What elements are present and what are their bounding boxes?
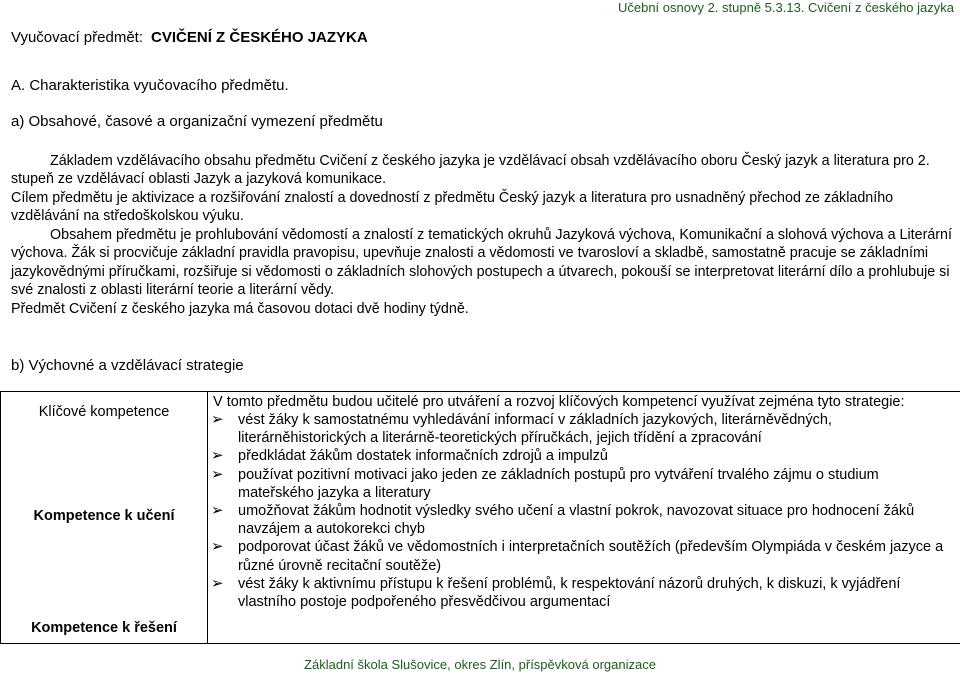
paragraph-2: Cílem předmětu je aktivizace a rozšiřování znalostí a dovedností z předmětu Český jazyk a literatura pro usnadněný přechod ze základního vzdělávání na středoškolskou výuku. (11, 190, 894, 225)
subject-line (11, 29, 368, 46)
strategies-column (208, 392, 960, 644)
competence-learning: Kompetence k učení (33, 508, 175, 524)
subject-name: CVIČENÍ Z ČESKÉHO JAZYKA (151, 29, 368, 46)
list-item: ➢ používat pozitivní motivaci jako jeden ze základních postupů pro vytváření trvalého zájmu o studium mateřského jazyka a literatury (211, 465, 879, 501)
arrow-bullet-icon: ➢ (211, 447, 224, 465)
paragraph-1: Základem vzdělávacího obsahu předmětu Cvičení z českého jazyka je vzdělávací obsah vzdělávacího oboru Český jazyk a literatura pro 2. stupeň ze vzdělávací oblasti Jazyk a jazyková komunikace. (11, 153, 930, 188)
arrow-bullet-icon: ➢ (211, 411, 224, 428)
list-item: ➢ umožňovat žákům hodnotit výsledky svého učení a vlastní pokrok, navozovat situace pro hodnocení žáků navzájem a autokorekci chyb (211, 502, 915, 538)
competences-column (1, 392, 208, 644)
page-footer: Základní škola Slušovice, okres Zlín, příspěvková organizace (304, 657, 656, 672)
key-competences-header: Klíčové kompetence (38, 404, 170, 420)
list-item: ➢ předkládat žákům dostatek informačních zdrojů a impulzů (211, 447, 608, 465)
section-b-heading: b) Výchovné a vzdělávací strategie (11, 357, 244, 374)
list-item: ➢ vést žáky k samostatnému vyhledávání informací v základních jazykových, literárněvědných, literárněhistorických a literárně-teoretických příručkách, jejich třídění a zpracování (211, 411, 832, 447)
arrow-bullet-icon: ➢ (211, 574, 224, 592)
competence-problem-solving: Kompetence k řešení (31, 620, 177, 636)
section-a-subheading: a) Obsahové, časové a organizační vymezení předmětu (11, 113, 383, 130)
section-a-heading: A. Charakteristika vyučovacího předmětu. (11, 77, 289, 94)
strategies-list (213, 411, 954, 611)
paragraph-3: Obsahem předmětu je prohlubování vědomostí a znalostí z tematických okruhů Jazyková výchova, Komunikační a slohová výchova a Literární výchova. Žák si procvičuje základní pravidla pravopisu, upevňuje znalosti a vědomosti ve tvarosloví a skladbě, samostatně pracuje se základními jazykovědnými příručkami, rozšiřuje si vědomosti o základních slohových postupech a útvarech, pokouší se interpretovat literární dílo a prohlubuje si své znalosti z oblasti literární teorie a literární vědy. (11, 227, 952, 299)
arrow-bullet-icon: ➢ (211, 502, 224, 520)
list-item: ➢ podporovat účast žáků ve vědomostních i interpretačních soutěžích (především Olympiáda v českém jazyce a různé úrovně recitační soutěže) (211, 538, 944, 574)
strategies-table (0, 391, 960, 644)
list-item: ➢ vést žáky k aktivnímu přístupu k řešení problémů, k respektování názorů druhých, k diskuzi, k vyjádření vlastního postoje podpořeného přesvědčivou argumentací (211, 574, 901, 611)
strategies-intro: V tomto předmětu budou učitelé pro utváření a rozvoj klíčových kompetencí využívat zejména tyto strategie: (213, 394, 905, 410)
arrow-bullet-icon: ➢ (211, 465, 224, 483)
paragraph-4: Předmět Cvičení z českého jazyka má časovou dotaci dvě hodiny týdně. (11, 301, 469, 317)
subject-label: Vyučovací předmět: (11, 29, 144, 46)
arrow-bullet-icon: ➢ (211, 538, 224, 556)
page-header: Učební osnovy 2. stupně 5.3.13. Cvičení z českého jazyka (617, 0, 954, 15)
